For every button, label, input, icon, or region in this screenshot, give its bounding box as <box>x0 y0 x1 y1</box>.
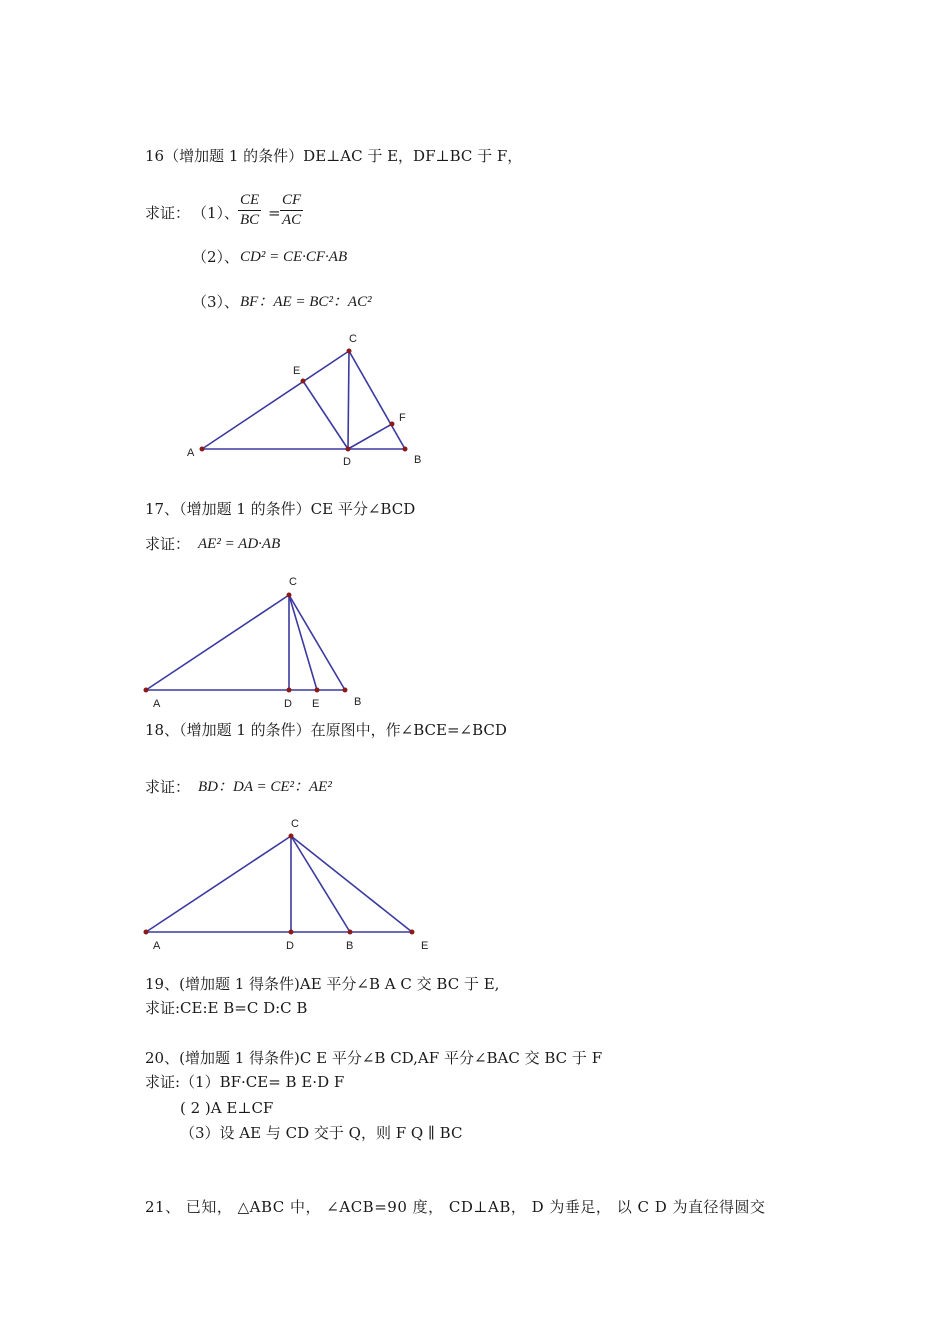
point-a <box>200 447 205 452</box>
label-e: E <box>293 365 301 377</box>
problem-16-item2-label: （2）、 <box>192 248 240 266</box>
segment-cb <box>349 351 405 449</box>
point-d <box>346 447 351 452</box>
label-c: C <box>289 576 297 588</box>
problem-16-item3-formula: BF：AE = BC²：AC² <box>240 294 372 310</box>
segment-ce <box>291 836 412 932</box>
label-d: D <box>343 456 351 468</box>
figure-16 <box>187 333 421 468</box>
point-e <box>301 379 306 384</box>
point-d <box>287 688 292 693</box>
point-c <box>287 593 292 598</box>
problem-16-prove-label: 求证： <box>145 204 191 222</box>
equals-sign: = <box>268 204 281 222</box>
problem-16-item3-label: （3）、 <box>192 293 240 311</box>
point-a <box>144 930 149 935</box>
point-b <box>348 930 353 935</box>
problem-18-formula: BD：DA = CE²：AE² <box>198 779 332 795</box>
segment-df <box>348 424 392 449</box>
problem-20-item3: （3）设 AE 与 CD 交于 Q，则 F Q ∥ BC <box>180 1124 463 1142</box>
label-b: B <box>354 696 362 708</box>
label-d: D <box>286 940 294 952</box>
problem-19-prove: 求证:CE:E B=C D:C B <box>145 999 308 1017</box>
problem-18-title: 18、（增加题 1 的条件）在原图中，作∠BCE=∠BCD <box>145 721 507 739</box>
problem-18-prove-label: 求证： <box>145 778 191 796</box>
problem-20-item1: 求证:（1）BF·CE= B E·D F <box>145 1073 345 1091</box>
problem-17-prove-label: 求证： <box>145 535 191 553</box>
label-e: E <box>312 698 320 710</box>
fraction-denominator: AC <box>282 212 302 228</box>
point-e <box>410 930 415 935</box>
point-c <box>347 349 352 354</box>
problem-19-title: 19、(增加题 1 得条件)AE 平分∠B A C 交 BC 于 E, <box>145 975 500 993</box>
figure-18 <box>144 818 429 952</box>
problem-20-title: 20、(增加题 1 得条件)C E 平分∠B CD,AF 平分∠BAC 交 BC 于 F <box>145 1049 603 1067</box>
label-f: F <box>399 412 406 424</box>
label-c: C <box>349 333 357 345</box>
point-c <box>289 834 294 839</box>
segment-ac <box>146 836 291 932</box>
label-b: B <box>414 454 422 466</box>
segment-ac <box>146 595 289 690</box>
point-d <box>289 930 294 935</box>
problem-17-formula: AE² = AD·AB <box>198 536 281 552</box>
label-e: E <box>421 940 429 952</box>
segment-cb <box>291 836 350 932</box>
label-a: A <box>153 698 161 710</box>
problem-17-title: 17、（增加题 1 的条件）CE 平分∠BCD <box>145 500 416 518</box>
label-a: A <box>187 447 195 459</box>
point-e <box>315 688 320 693</box>
fraction-denominator: BC <box>240 212 260 228</box>
segment-de <box>303 381 348 449</box>
fraction-numerator: CF <box>280 191 303 211</box>
segment-ac <box>202 351 349 449</box>
segment-cd <box>348 351 349 449</box>
problem-21-title: 21、 已知， △ABC 中， ∠ACB=90 度， CD⊥AB， D 为垂足， 以 C D 为直径得圆交 <box>145 1198 766 1216</box>
label-a: A <box>153 940 161 952</box>
fraction-numerator: CE <box>238 191 261 211</box>
label-c: C <box>291 818 299 830</box>
label-d: D <box>284 698 292 710</box>
label-b: B <box>346 940 354 952</box>
point-b <box>403 447 408 452</box>
segment-ce <box>289 595 317 690</box>
problem-16-item2-formula: CD² = CE·CF·AB <box>240 249 348 265</box>
problem-16-item1-label: （1）、 <box>192 204 240 222</box>
point-a <box>144 688 149 693</box>
point-f <box>390 422 395 427</box>
figure-17 <box>144 576 362 710</box>
problem-16-title: 16（增加题 1 的条件）DE⊥AC 于 E，DF⊥BC 于 F， <box>145 147 523 165</box>
segment-cb <box>289 595 345 690</box>
problem-20-item2: ( 2 )A E⊥CF <box>180 1099 274 1117</box>
point-b <box>343 688 348 693</box>
